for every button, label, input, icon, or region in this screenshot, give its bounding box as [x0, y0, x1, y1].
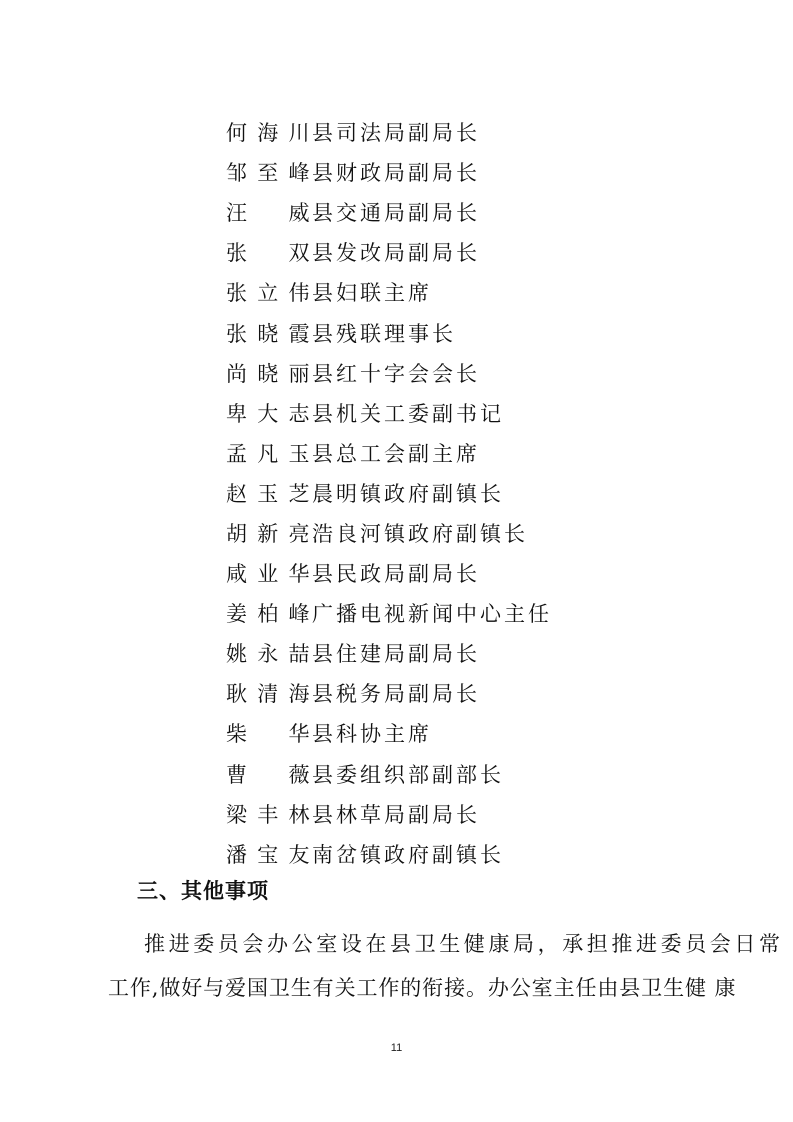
- member-row: [226, 794, 552, 834]
- member-row: [226, 593, 552, 633]
- member-title: 县交通局副局长: [312, 201, 480, 226]
- member-name: 姜柏峰: [226, 602, 310, 627]
- member-title: 县妇联主席: [312, 281, 432, 306]
- member-title: 县司法局副局长: [312, 121, 480, 146]
- member-row: [226, 473, 552, 513]
- member-row: [226, 834, 552, 874]
- member-row: [226, 433, 552, 473]
- member-row: [226, 192, 552, 232]
- member-row: [226, 673, 552, 713]
- page-number: 11: [390, 1042, 403, 1054]
- member-name: 赵玉芝: [226, 481, 310, 506]
- member-name: 潘宝友: [226, 842, 310, 867]
- member-title: 县民政局副局长: [312, 562, 480, 587]
- member-title: 县残联理事长: [312, 321, 456, 346]
- member-name: 张晓霞: [226, 321, 310, 346]
- member-title: 县红十字会会长: [312, 361, 480, 386]
- member-name: 梁丰林: [226, 802, 310, 827]
- member-title: 县科协主席: [312, 722, 432, 747]
- member-name: 尚晓丽: [226, 361, 310, 386]
- paragraph-line: 工作,做好与爱国卫生有关工作的衔接。办公室主任由县卫生健 康: [108, 976, 737, 1000]
- member-row: [226, 553, 552, 593]
- member-name: 曹 薇: [226, 762, 310, 787]
- member-title: 县住建局副局长: [312, 642, 480, 667]
- member-name: 卑大志: [226, 401, 310, 426]
- paragraph-line: 推进委员会办公室设在县卫生健康局，承担推进委员会日常: [144, 932, 784, 956]
- member-name: 孟凡玉: [226, 441, 310, 466]
- member-row: [226, 232, 552, 272]
- member-name: 咸业华: [226, 562, 310, 587]
- member-title: 县委组织部副部长: [312, 762, 504, 787]
- member-row: [226, 353, 552, 393]
- member-row: [226, 713, 552, 753]
- member-name: 邹至峰: [226, 161, 310, 186]
- member-name: 柴 华: [226, 722, 310, 747]
- member-row: [226, 272, 552, 312]
- member-title: 浩良河镇政府副镇长: [312, 521, 528, 546]
- member-name: 胡新亮: [226, 521, 310, 546]
- member-name: 汪 威: [226, 201, 310, 226]
- member-title: 县林草局副局长: [312, 802, 480, 827]
- member-row: [226, 754, 552, 794]
- member-row: [226, 112, 552, 152]
- member-title: 南岔镇政府副镇长: [312, 842, 504, 867]
- member-name: 何海川: [226, 121, 310, 146]
- member-title: 县税务局副局长: [312, 682, 480, 707]
- member-row: [226, 312, 552, 352]
- member-title: 县发改局副局长: [312, 241, 480, 266]
- member-row: [226, 393, 552, 433]
- member-list: [226, 112, 552, 874]
- member-title: 广播电视新闻中心主任: [312, 602, 552, 627]
- member-title: 县总工会副主席: [312, 441, 480, 466]
- member-title: 县财政局副局长: [312, 161, 480, 186]
- member-row: [226, 513, 552, 553]
- section-heading: 三、其他事项: [137, 879, 269, 903]
- body-paragraph: [108, 922, 784, 1010]
- member-row: [226, 152, 552, 192]
- member-name: 张立伟: [226, 281, 310, 306]
- member-name: 姚永喆: [226, 642, 310, 667]
- member-title: 县机关工委副书记: [312, 401, 504, 426]
- member-title: 晨明镇政府副镇长: [312, 481, 504, 506]
- member-name: 耿清海: [226, 682, 310, 707]
- member-row: [226, 633, 552, 673]
- member-name: 张 双: [226, 241, 310, 266]
